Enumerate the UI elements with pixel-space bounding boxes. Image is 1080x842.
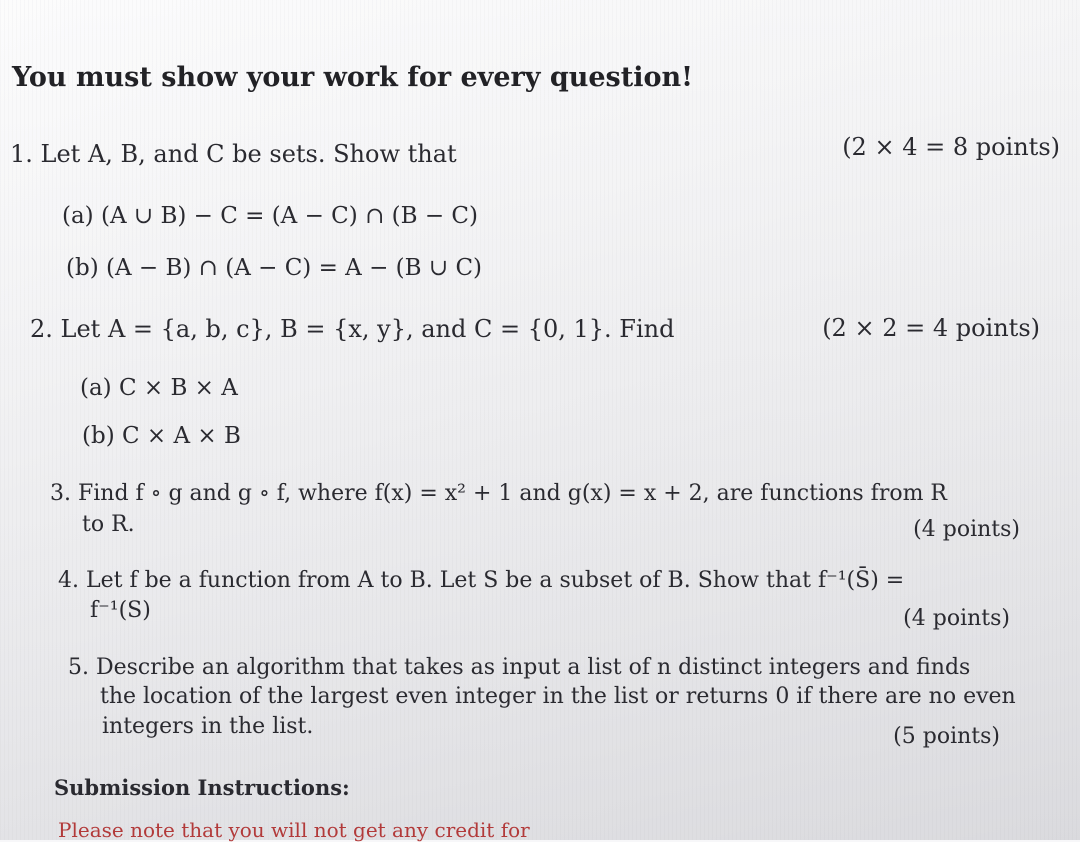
question-1-text: 1. Let A, B, and C be sets. Show that: [10, 140, 457, 168]
question-1-part-a: (a) (A ∪ B) − C = (A − C) ∩ (B − C): [62, 203, 478, 229]
question-1-points: (2 × 4 = 8 points): [842, 133, 1060, 161]
question-2-text: 2. Let A = {a, b, c}, B = {x, y}, and C = {0, 1}. Find: [30, 315, 675, 343]
question-3-text-line-2: to R.: [82, 512, 135, 537]
question-4-points: (4 points): [903, 606, 1010, 631]
page-heading: You must show your work for every question!: [12, 62, 693, 93]
question-3-text-line-1: 3. Find f ∘ g and g ∘ f, where f(x) = x² + 1 and g(x) = x + 2, are functions from R: [50, 481, 947, 506]
question-5-text-line-1: 5. Describe an algorithm that takes as input a list of n distinct integers and finds: [68, 655, 971, 680]
question-5-points: (5 points): [893, 724, 1000, 749]
question-4-text-line-1: 4. Let f be a function from A to B. Let S be a subset of B. Show that f⁻¹(S̄) =: [58, 568, 905, 593]
question-5-text-line-3: integers in the list.: [102, 714, 314, 739]
question-2-points: (2 × 2 = 4 points): [822, 314, 1040, 342]
question-4-text-line-2: f⁻¹(S): [90, 598, 151, 623]
question-5-text-line-2: the location of the largest even integer in the list or returns 0 if there are no even: [100, 684, 1016, 709]
question-3-points: (4 points): [913, 517, 1020, 542]
submission-note: Please note that you will not get any credit for: [58, 818, 530, 842]
question-2-part-a: (a) C × B × A: [80, 375, 238, 401]
question-1-part-b: (b) (A − B) ∩ (A − C) = A − (B ∪ C): [66, 255, 483, 281]
submission-heading: Submission Instructions:: [54, 775, 350, 800]
question-2-part-b: (b) C × A × B: [82, 423, 241, 449]
